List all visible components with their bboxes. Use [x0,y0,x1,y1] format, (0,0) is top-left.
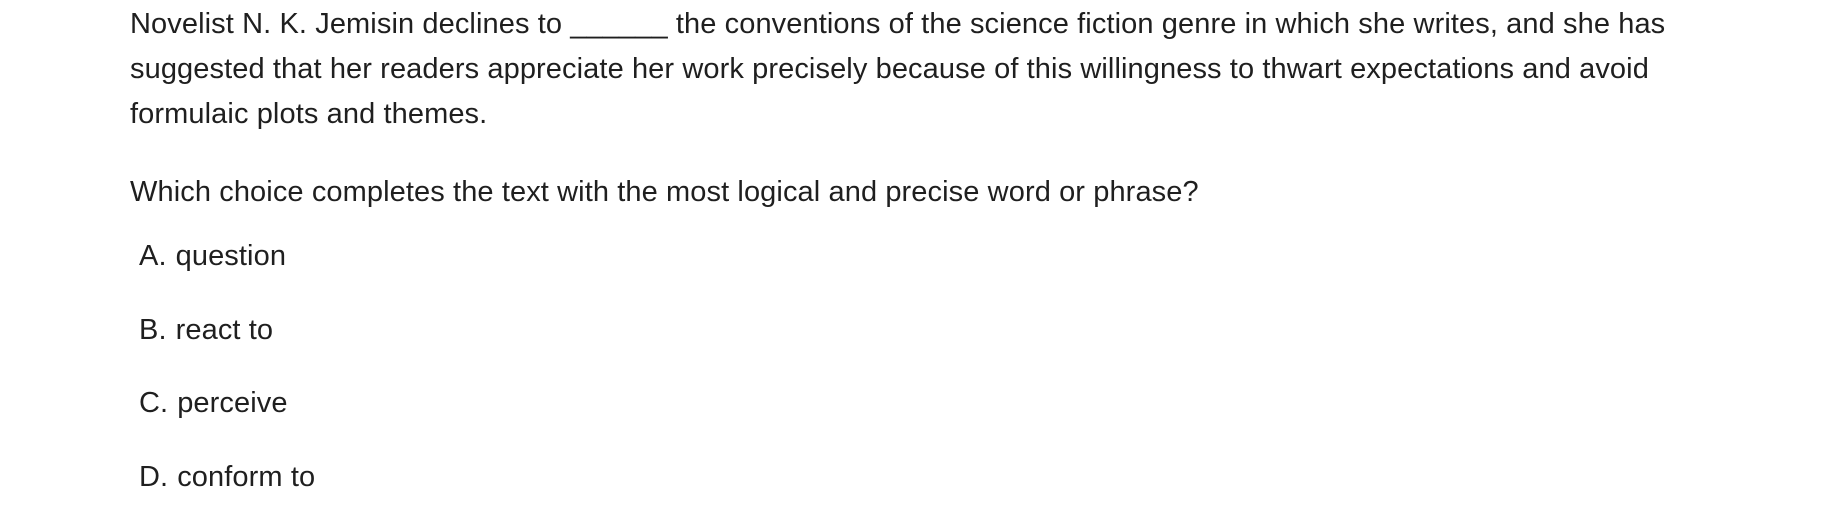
choice-letter: D. [139,461,168,493]
answer-blank: ______ [570,8,667,40]
choice-text: react to [176,314,274,346]
question-prompt: Which choice completes the text with the most logical and precise word or phrase? [130,170,1199,215]
choice-text: question [176,240,286,272]
choice-c[interactable] [139,381,315,455]
choice-text: conform to [177,461,315,493]
choice-letter: A. [139,240,167,272]
choice-a[interactable] [139,234,315,308]
choice-d[interactable] [139,455,315,528]
choice-letter: B. [139,314,167,346]
passage-before-blank: Novelist N. K. Jemisin declines to [130,8,562,40]
passage-after-blank: the conventions of the science fiction genre in which she writes, and she has suggested that her readers appreciate her work precisely because of this willingness to thwart expectations and avoid formulaic plots and themes. [130,8,1665,130]
passage-text [130,2,1730,137]
choice-b[interactable] [139,308,315,382]
choice-text: perceive [177,387,287,419]
choice-letter: C. [139,387,168,419]
answer-choices [139,234,315,528]
